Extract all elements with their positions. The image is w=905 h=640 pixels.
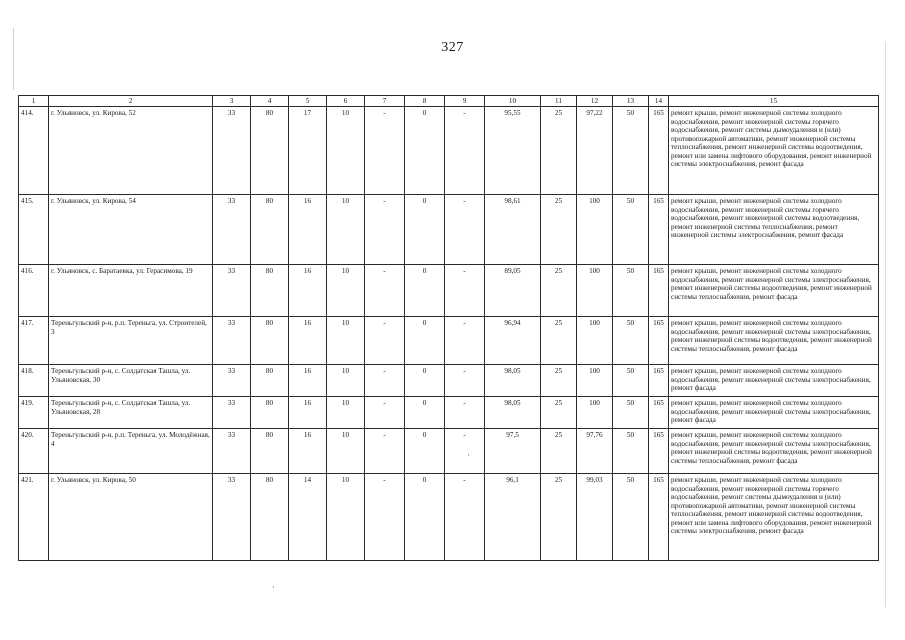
- value-cell: 10: [327, 317, 365, 365]
- value-cell: 16: [289, 195, 327, 265]
- table-row: [19, 107, 879, 195]
- column-header: 13: [613, 96, 649, 107]
- works-cell: ремонт крыши, ремонт инженерной системы холодного водоснабжения, ремонт инженерной системы горячего водоснабжения, ремонт инженерной системы водоотведения, ремонт инженерной системы теплоснабжения, ремонт инженерной системы электроснабжения, ремонт фасада: [669, 195, 879, 265]
- value-cell: 165: [649, 397, 669, 429]
- value-cell: -: [365, 365, 405, 397]
- value-cell: 10: [327, 107, 365, 195]
- value-cell: -: [445, 317, 485, 365]
- header-row: [19, 96, 879, 107]
- value-cell: 98,05: [485, 397, 541, 429]
- column-header: 1: [19, 96, 49, 107]
- value-cell: -: [365, 265, 405, 317]
- value-cell: -: [365, 429, 405, 474]
- value-cell: 97,76: [577, 429, 613, 474]
- scan-artifact-left: [13, 28, 14, 90]
- column-header: 4: [251, 96, 289, 107]
- value-cell: 10: [327, 474, 365, 561]
- value-cell: 50: [613, 429, 649, 474]
- value-cell: 98,61: [485, 195, 541, 265]
- value-cell: 100: [577, 195, 613, 265]
- address-cell: г. Ульяновск, ул. Кирова, 52: [49, 107, 213, 195]
- value-cell: 165: [649, 365, 669, 397]
- value-cell: 10: [327, 265, 365, 317]
- value-cell: 16: [289, 365, 327, 397]
- value-cell: 96,1: [485, 474, 541, 561]
- value-cell: 80: [251, 397, 289, 429]
- table-row: [19, 429, 879, 474]
- value-cell: 0: [405, 317, 445, 365]
- value-cell: -: [445, 474, 485, 561]
- value-cell: 50: [613, 265, 649, 317]
- row-number: 419.: [19, 397, 49, 429]
- works-cell: ремонт крыши, ремонт инженерной системы холодного водоснабжения, ремонт инженерной системы электроснабжения, ремонт инженерной системы водоотведения, ремонт инженерной системы теплоснабжения, ремонт фасада: [669, 429, 879, 474]
- value-cell: 98,05: [485, 365, 541, 397]
- value-cell: 100: [577, 265, 613, 317]
- value-cell: 25: [541, 474, 577, 561]
- column-header: 15: [669, 96, 879, 107]
- row-number: 420.: [19, 429, 49, 474]
- value-cell: 50: [613, 365, 649, 397]
- value-cell: 25: [541, 429, 577, 474]
- value-cell: 97,5: [485, 429, 541, 474]
- address-cell: г. Ульяновск, ул. Кирова, 50: [49, 474, 213, 561]
- value-cell: 95,55: [485, 107, 541, 195]
- address-cell: Тереньгульский р-н, с. Солдатская Ташла, ул. Ульяновская, 30: [49, 365, 213, 397]
- column-header: 3: [213, 96, 251, 107]
- column-header: 12: [577, 96, 613, 107]
- value-cell: -: [365, 397, 405, 429]
- address-cell: Тереньгульский р-н, р.п. Тереньга, ул. Молодёжная, 4: [49, 429, 213, 474]
- value-cell: 165: [649, 429, 669, 474]
- value-cell: 100: [577, 397, 613, 429]
- value-cell: 50: [613, 107, 649, 195]
- row-number: 418.: [19, 365, 49, 397]
- value-cell: 0: [405, 107, 445, 195]
- value-cell: 10: [327, 429, 365, 474]
- value-cell: -: [445, 107, 485, 195]
- works-cell: ремонт крыши, ремонт инженерной системы холодного водоснабжения, ремонт инженерной системы горячего водоснабжения, ремонт системы дымоудаления и (или) противопожарной автоматики, ремонт инженерной системы теплоснабжения, ремонт инженерной системы водоотведения, ремонт или замена лифтового оборудования, ремонт инженерной системы электроснабжения, ремонт фасада: [669, 474, 879, 561]
- value-cell: 25: [541, 195, 577, 265]
- value-cell: 100: [577, 317, 613, 365]
- stray-mark: ·: [272, 582, 275, 592]
- value-cell: 80: [251, 474, 289, 561]
- value-cell: 16: [289, 265, 327, 317]
- value-cell: 0: [405, 397, 445, 429]
- value-cell: 10: [327, 365, 365, 397]
- value-cell: -: [365, 107, 405, 195]
- value-cell: 50: [613, 195, 649, 265]
- value-cell: 165: [649, 317, 669, 365]
- table-row: [19, 474, 879, 561]
- works-cell: ремонт крыши, ремонт инженерной системы холодного водоснабжения, ремонт инженерной системы горячего водоснабжения, ремонт системы дымоудаления и (или) противопожарной автоматики, ремонт инженерной системы теплоснабжения, ремонт инженерной системы водоотведения, ремонт или замена лифтового оборудования, ремонт инженерной системы электроснабжения, ремонт фасада: [669, 107, 879, 195]
- value-cell: 0: [405, 474, 445, 561]
- value-cell: 33: [213, 107, 251, 195]
- value-cell: 0: [405, 429, 445, 474]
- value-cell: 25: [541, 107, 577, 195]
- value-cell: 165: [649, 265, 669, 317]
- value-cell: 96,94: [485, 317, 541, 365]
- address-cell: г. Ульяновск, с. Баратаевка, ул. Герасимова, 19: [49, 265, 213, 317]
- column-header: 10: [485, 96, 541, 107]
- value-cell: -: [365, 195, 405, 265]
- works-cell: ремонт крыши, ремонт инженерной системы холодного водоснабжения, ремонт инженерной системы электроснабжения, ремонт инженерной системы водоотведения, ремонт инженерной системы теплоснабжения, ремонт фасада: [669, 317, 879, 365]
- row-number: 416.: [19, 265, 49, 317]
- value-cell: 165: [649, 107, 669, 195]
- value-cell: 25: [541, 317, 577, 365]
- works-cell: ремонт крыши, ремонт инженерной системы холодного водоснабжения, ремонт инженерной системы электроснабжения, ремонт фасада: [669, 365, 879, 397]
- column-header: 14: [649, 96, 669, 107]
- value-cell: -: [445, 265, 485, 317]
- value-cell: 0: [405, 195, 445, 265]
- value-cell: 33: [213, 195, 251, 265]
- value-cell: -: [445, 429, 485, 474]
- value-cell: 80: [251, 317, 289, 365]
- value-cell: 0: [405, 265, 445, 317]
- works-cell: ремонт крыши, ремонт инженерной системы холодного водоснабжения, ремонт инженерной системы электроснабжения, ремонт фасада: [669, 397, 879, 429]
- value-cell: 97,22: [577, 107, 613, 195]
- value-cell: 50: [613, 317, 649, 365]
- value-cell: -: [365, 317, 405, 365]
- table-row: [19, 365, 879, 397]
- value-cell: 50: [613, 474, 649, 561]
- value-cell: 33: [213, 397, 251, 429]
- value-cell: -: [365, 474, 405, 561]
- scan-artifact-right: [885, 42, 886, 607]
- column-header: 11: [541, 96, 577, 107]
- table-row: [19, 195, 879, 265]
- value-cell: 33: [213, 474, 251, 561]
- value-cell: 33: [213, 317, 251, 365]
- column-header: 8: [405, 96, 445, 107]
- row-number: 415.: [19, 195, 49, 265]
- value-cell: 99,03: [577, 474, 613, 561]
- table-row: [19, 265, 879, 317]
- address-cell: Тереньгульский р-н, р.п. Тереньга, ул. Строителей, 3: [49, 317, 213, 365]
- row-number: 417.: [19, 317, 49, 365]
- row-number: 421.: [19, 474, 49, 561]
- value-cell: 165: [649, 195, 669, 265]
- value-cell: -: [445, 365, 485, 397]
- value-cell: -: [445, 195, 485, 265]
- value-cell: 25: [541, 397, 577, 429]
- value-cell: 14: [289, 474, 327, 561]
- value-cell: 33: [213, 365, 251, 397]
- value-cell: 17: [289, 107, 327, 195]
- value-cell: 89,05: [485, 265, 541, 317]
- value-cell: 25: [541, 265, 577, 317]
- value-cell: 33: [213, 265, 251, 317]
- value-cell: 80: [251, 107, 289, 195]
- value-cell: 100: [577, 365, 613, 397]
- value-cell: 165: [649, 474, 669, 561]
- value-cell: 0: [405, 365, 445, 397]
- value-cell: 10: [327, 195, 365, 265]
- housing-repair-table: [18, 95, 879, 561]
- column-header: 7: [365, 96, 405, 107]
- value-cell: 80: [251, 365, 289, 397]
- stray-mark: ·: [467, 450, 470, 460]
- value-cell: 33: [213, 429, 251, 474]
- address-cell: Тереньгульский р-н, с. Солдатская Ташла, ул. Ульяновская, 28: [49, 397, 213, 429]
- value-cell: 80: [251, 429, 289, 474]
- table-row: [19, 397, 879, 429]
- table-row: [19, 317, 879, 365]
- row-number: 414.: [19, 107, 49, 195]
- page-number: 327: [441, 40, 464, 55]
- value-cell: 16: [289, 397, 327, 429]
- column-header: 5: [289, 96, 327, 107]
- value-cell: -: [445, 397, 485, 429]
- value-cell: 16: [289, 429, 327, 474]
- column-header: 6: [327, 96, 365, 107]
- works-cell: ремонт крыши, ремонт инженерной системы холодного водоснабжения, ремонт инженерной системы электроснабжения, ремонт инженерной системы водоотведения, ремонт инженерной системы теплоснабжения, ремонт фасада: [669, 265, 879, 317]
- value-cell: 50: [613, 397, 649, 429]
- address-cell: г. Ульяновск, ул. Кирова, 54: [49, 195, 213, 265]
- value-cell: 10: [327, 397, 365, 429]
- value-cell: 25: [541, 365, 577, 397]
- value-cell: 80: [251, 195, 289, 265]
- column-header: 2: [49, 96, 213, 107]
- value-cell: 16: [289, 317, 327, 365]
- value-cell: 80: [251, 265, 289, 317]
- column-header: 9: [445, 96, 485, 107]
